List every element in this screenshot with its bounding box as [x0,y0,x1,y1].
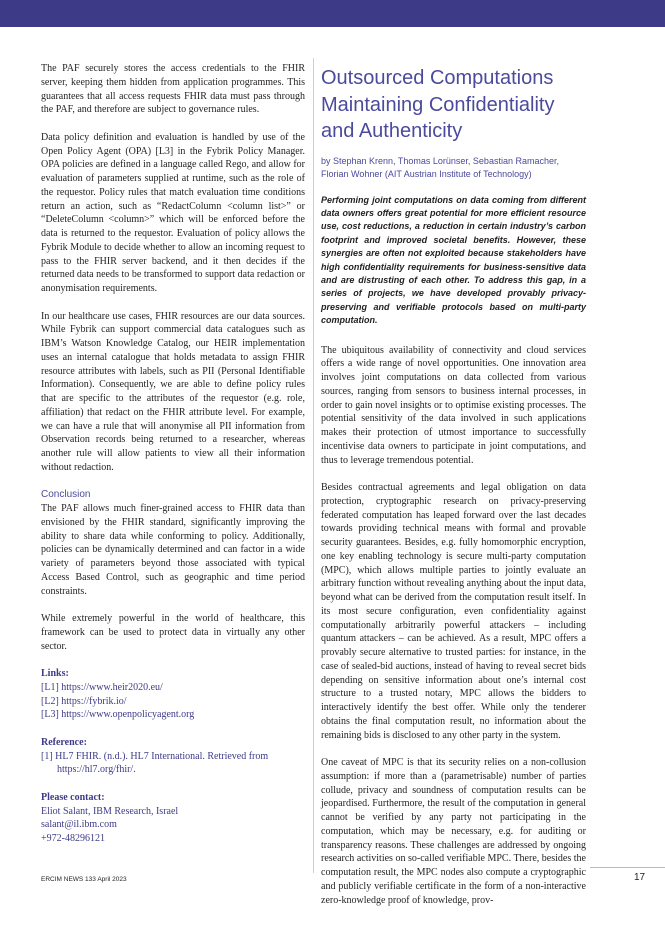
link-l1[interactable]: [L1] https://www.heir2020.eu/ [41,681,163,693]
body-paragraph: One caveat of MPC is that its security relies on a non-collusion assumption: if more than a (parametrisable) number of parties collude, privacy and soundness of computation results can be jeopardised. Furthermore, the result of the computation in general cannot be verified by any party not participating in the computation, which may be necessary, e.g. for auditing or transparency reasons. These challenges are addressed by ongoing research activities on so-called verifiable MPC. There, besides the computation result, the MPC nodes also compute a cryptographic and publicly verifiable certificate in the form of a non-interactive zero-knowledge proof of knowledge, prov- [321,757,586,906]
conclusion-heading: Conclusion [41,489,91,501]
body-paragraph: Data policy definition and evaluation is handled by use of the Open Policy Agent (OPA) [L3] in the Fybrik Policy Manager. OPA policies are defined in a language called Rego, and allow for evaluation of parameters supplied at runtime, such as the role of the requestor. Policy rules that match evaluation time conditions return an action, such as “RedactColumn <column list>” or “DeleteColumn <column>” which will be enforced before the data is returned to the requestor. Evaluation of policy allows the Fybrik Module to decide whether to allow an incoming request to pass to the FHIR server backend, and it then decides if the returned data needs to be transformed to support data redaction or anonymisation requirements. [41,131,305,294]
body-paragraph: The ubiquitous availability of connectivity and cloud services offers a wide range of novel opportunities. One innovation area involves joint computations on data collected from various sources, ranging from sensors to business internal processes, in order to gain novel insights or to optimise existing processes. The potential sensitivity of the data involved in such applications makes their protection of utmost importance to successfully incentivise data owners to participate in joint computations, and thus to leverage tremendous potential. [321,344,586,466]
page-number: 17 [634,872,646,883]
footer-issue: ERCIM NEWS 133 April 2023 [41,876,127,883]
article-abstract: Performing joint computations on data coming from different data owners offers great potential for more efficient resource use, cost reductions, a reduction in certain industry’s carbon footprint and improved societal benefits. However, these synergies are often not exploited because stakeholders have high confidentiality requirements for business-sensitive data and are distrusting of each other. To address this gap, in a series of projects, we have developed provably privacy-preserving and verifiable protocols based on multi-party computation. [321,194,586,326]
link-l2[interactable]: [L2] https://fybrik.io/ [41,695,127,707]
left-column [41,62,305,846]
footer-rule [590,867,665,868]
link-l3[interactable]: [L3] https://www.openpolicyagent.org [41,709,195,721]
column-divider [313,58,314,873]
body-paragraph: Besides contractual agreements and legal obligation on data protection, cryptographic research on privacy-preserving federated computation has leaped forward over the last decades towards providing technical means with formal and provable security guarantees. Besides, e.g. fully homomorphic encryption, one key enabling technology is secure multi-party computation (MPC), which allows multiple parties to jointly evaluate an arbitrary function without revealing anything about the input data, beyond what can be derived from the computation result itself. In its most secure configuration, even confidentiality against computationally arbitrarily powerful attackers – including quantum attackers – can be achieved. As a result, MPC offers a provably secure alternative to trusted parties: for instance, in the case of sealed-bid auctions, instead of having to reveal secret bids depending on sensitive information about one’s internal cost structure to a trusted notary, MPC allows the bidders to interactively identify the best offer. While only the tenderer obtains the final computation result, no information about the remaining bids is disclosed to any other party in the system. [321,482,586,741]
contact-email[interactable]: salant@il.ibm.com [41,819,117,831]
header-bar [0,0,665,27]
body-paragraph: The PAF securely stores the access credentials to the FHIR server, keeping them hidden from application programmes. This guarantees that all access requests FHIR data must pass through the PAF, and therefore are subject to governance rules. [41,63,305,116]
contact-name: Eliot Salant, IBM Research, Israel [41,805,179,817]
body-paragraph: In our healthcare use cases, FHIR resources are our data sources. While Fybrik can support commercial data catalogues such as IBM’s Watson Knowledge Catalog, our HEIR implementation uses an internal catalogue that holds metadata to assign FHIR resource attributes with labels, such as PII (Personal Identifiable Information). Consequently, we are able to define policy rules that are specific to the attributes of the requestor (e.g. role, affiliation) that redact on the FHIR attribute level. For example, we can have a rule that will anonymise all PII information from Observation records being returned to a researcher, whereas another rule will allow patients to view all their information without redaction. [41,310,305,473]
article-byline: by Stephan Krenn, Thomas Lorünser, Sebastian Ramacher, Florian Wohner (AIT Austrian Institute of Technology) [321,155,559,179]
body-paragraph: The PAF allows much finer-grained access to FHIR data than envisioned by the FHIR standard, significantly improving the ability to share data while conforming to policy. Additionally, policies can be dynamically determined and can factor in a wide variety of parameters beyond those associated with typical Access Based Control, such as geographic and time period constraints. [41,503,305,597]
links-label: Links: [41,668,69,679]
right-column [321,62,586,907]
reference-label: Reference: [41,736,87,748]
article-title: Outsourced Computations Maintaining Confidentiality and Authenticity [321,67,555,142]
body-paragraph: While extremely powerful in the world of healthcare, this framework can be used to protect data in virtually any other sector. [41,613,305,652]
reference-item: [1] HL7 FHIR. (n.d.). HL7 International. Retrieved from https://hl7.org/fhir/. [41,750,269,776]
contact-label: Please contact: [41,791,105,803]
contact-phone: +972-48296121 [41,833,105,844]
